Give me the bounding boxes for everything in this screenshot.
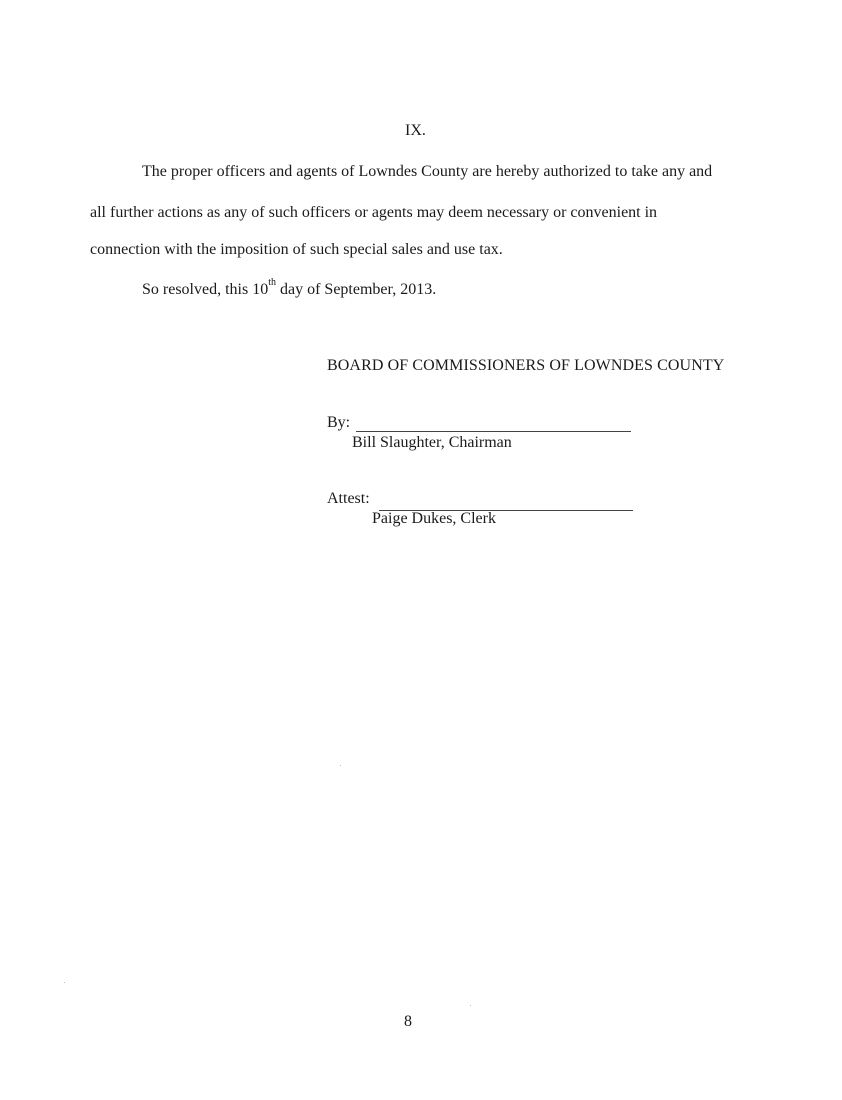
- chairman-name: Bill Slaughter, Chairman: [352, 434, 512, 451]
- resolution-prefix: So resolved, this 10: [142, 281, 269, 298]
- chairman-signature-line: [356, 431, 631, 432]
- scan-speck: [340, 765, 341, 766]
- paragraph-line-3: connection with the imposition of such special sales and use tax.: [90, 241, 503, 258]
- paragraph-line-2: all further actions as any of such officers or agents may deem necessary or convenient in: [90, 204, 658, 221]
- by-label: By:: [327, 414, 351, 431]
- section-number: IX.: [405, 122, 426, 139]
- attest-label: Attest:: [327, 490, 370, 507]
- board-name: BOARD OF COMMISSIONERS OF LOWNDES COUNTY: [327, 357, 725, 374]
- resolution-suffix: day of September, 2013.: [276, 281, 437, 298]
- paragraph-line-1: The proper officers and agents of Lowndes County are hereby authorized to take any and: [142, 163, 713, 180]
- page-number: 8: [404, 1013, 412, 1030]
- scan-speck: [470, 1005, 471, 1006]
- clerk-name: Paige Dukes, Clerk: [372, 510, 496, 527]
- resolution-date-line: [142, 277, 437, 298]
- scan-speck: [64, 982, 65, 983]
- ordinal-suffix: th: [268, 277, 276, 288]
